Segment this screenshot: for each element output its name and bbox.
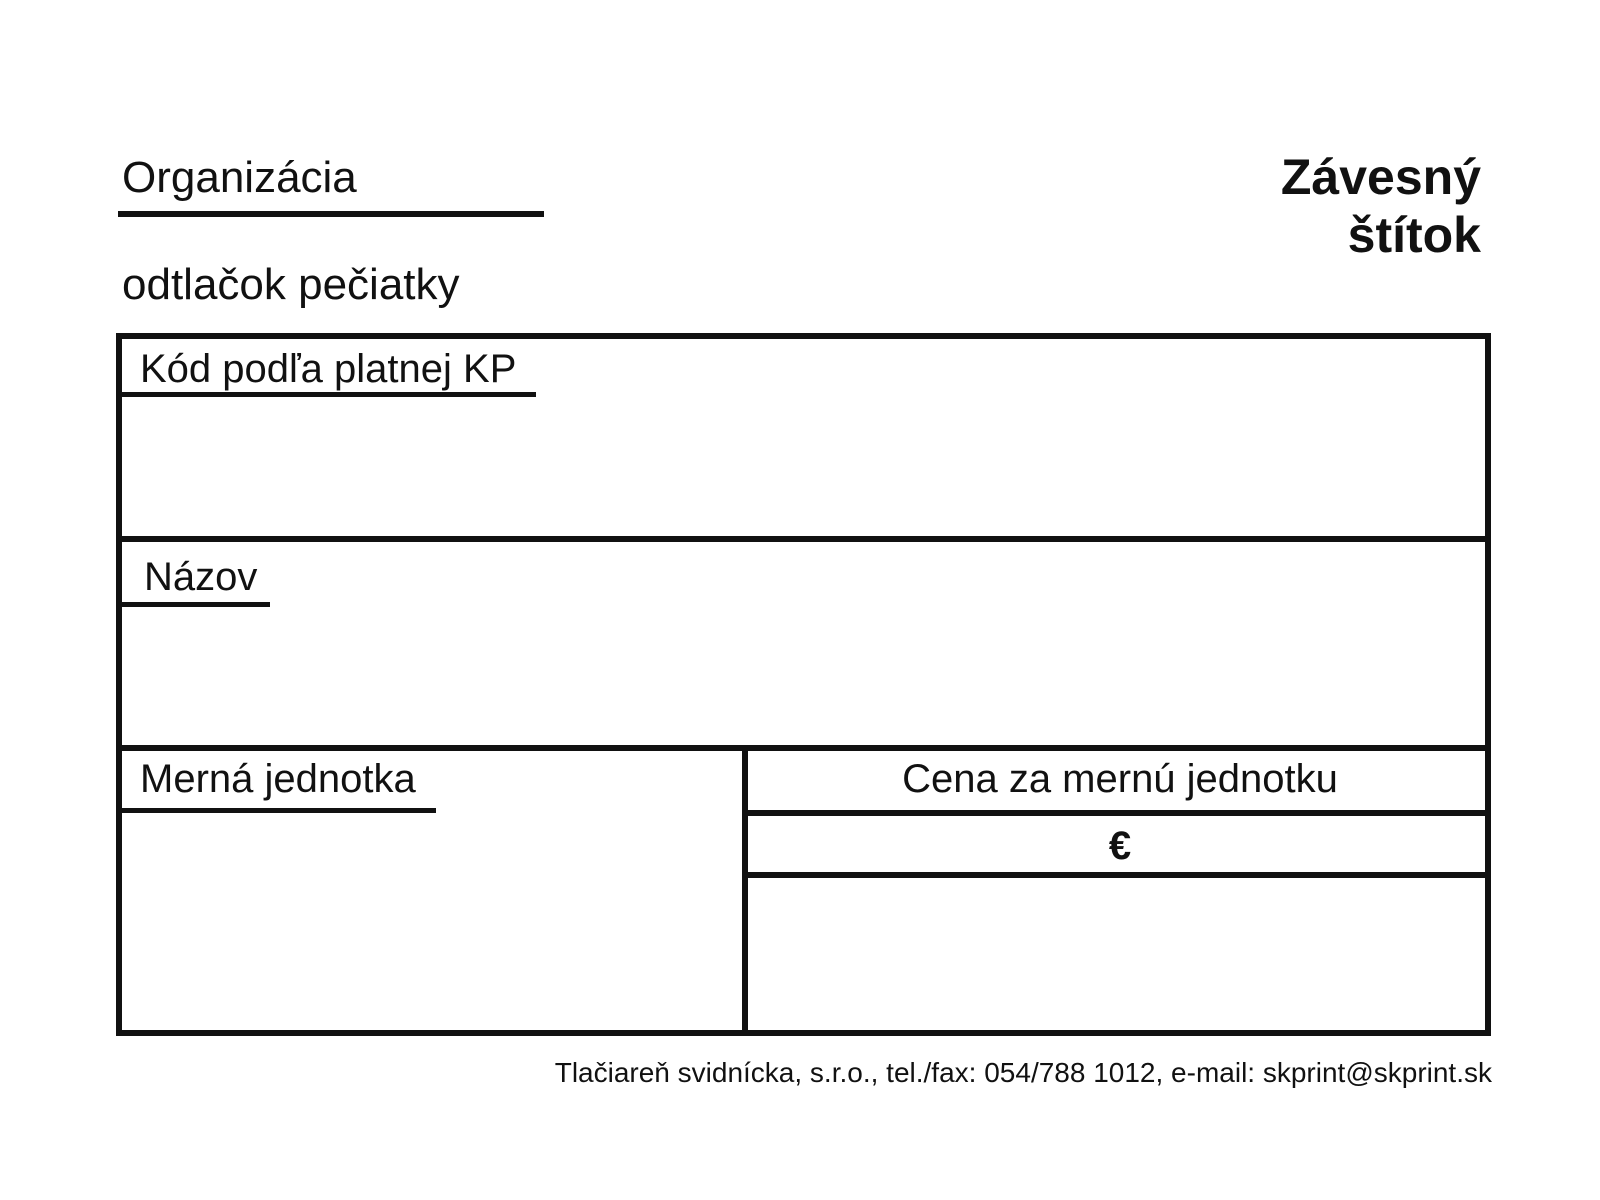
code-field-underline (122, 392, 536, 397)
name-field-underline (122, 602, 270, 607)
form-title-line-2: štítok (1347, 207, 1481, 263)
unit-field-area[interactable] (122, 816, 738, 1030)
unit-field-label: Merná jednotka (140, 757, 416, 801)
divider-price-header (742, 810, 1491, 816)
name-field-area[interactable] (122, 610, 1485, 741)
code-field-label: Kód podľa platnej KP (140, 347, 517, 391)
form-title-line-1: Závesný (1280, 149, 1481, 205)
currency-euro-symbol: € (1108, 824, 1132, 868)
divider-name-unit (116, 745, 1491, 751)
divider-code-name (116, 536, 1491, 542)
printer-footer: Tlačiareň svidnícka, s.r.o., tel./fax: 054/788 1012, e-mail: skprint@skprint.sk (554, 1057, 1492, 1088)
organization-label: Organizácia (122, 153, 357, 202)
form-title (1081, 148, 1481, 264)
unit-field-underline (122, 808, 436, 813)
organization-line (118, 211, 544, 217)
price-field-label: Cena za mernú jednotku (902, 757, 1338, 801)
price-field-area[interactable] (750, 880, 1485, 1030)
divider-unit-price (742, 745, 748, 1036)
code-field-area[interactable] (122, 400, 1485, 532)
name-field-label: Názov (144, 555, 258, 599)
divider-currency (742, 872, 1491, 878)
stamp-imprint-label: odtlačok pečiatky (122, 260, 460, 309)
